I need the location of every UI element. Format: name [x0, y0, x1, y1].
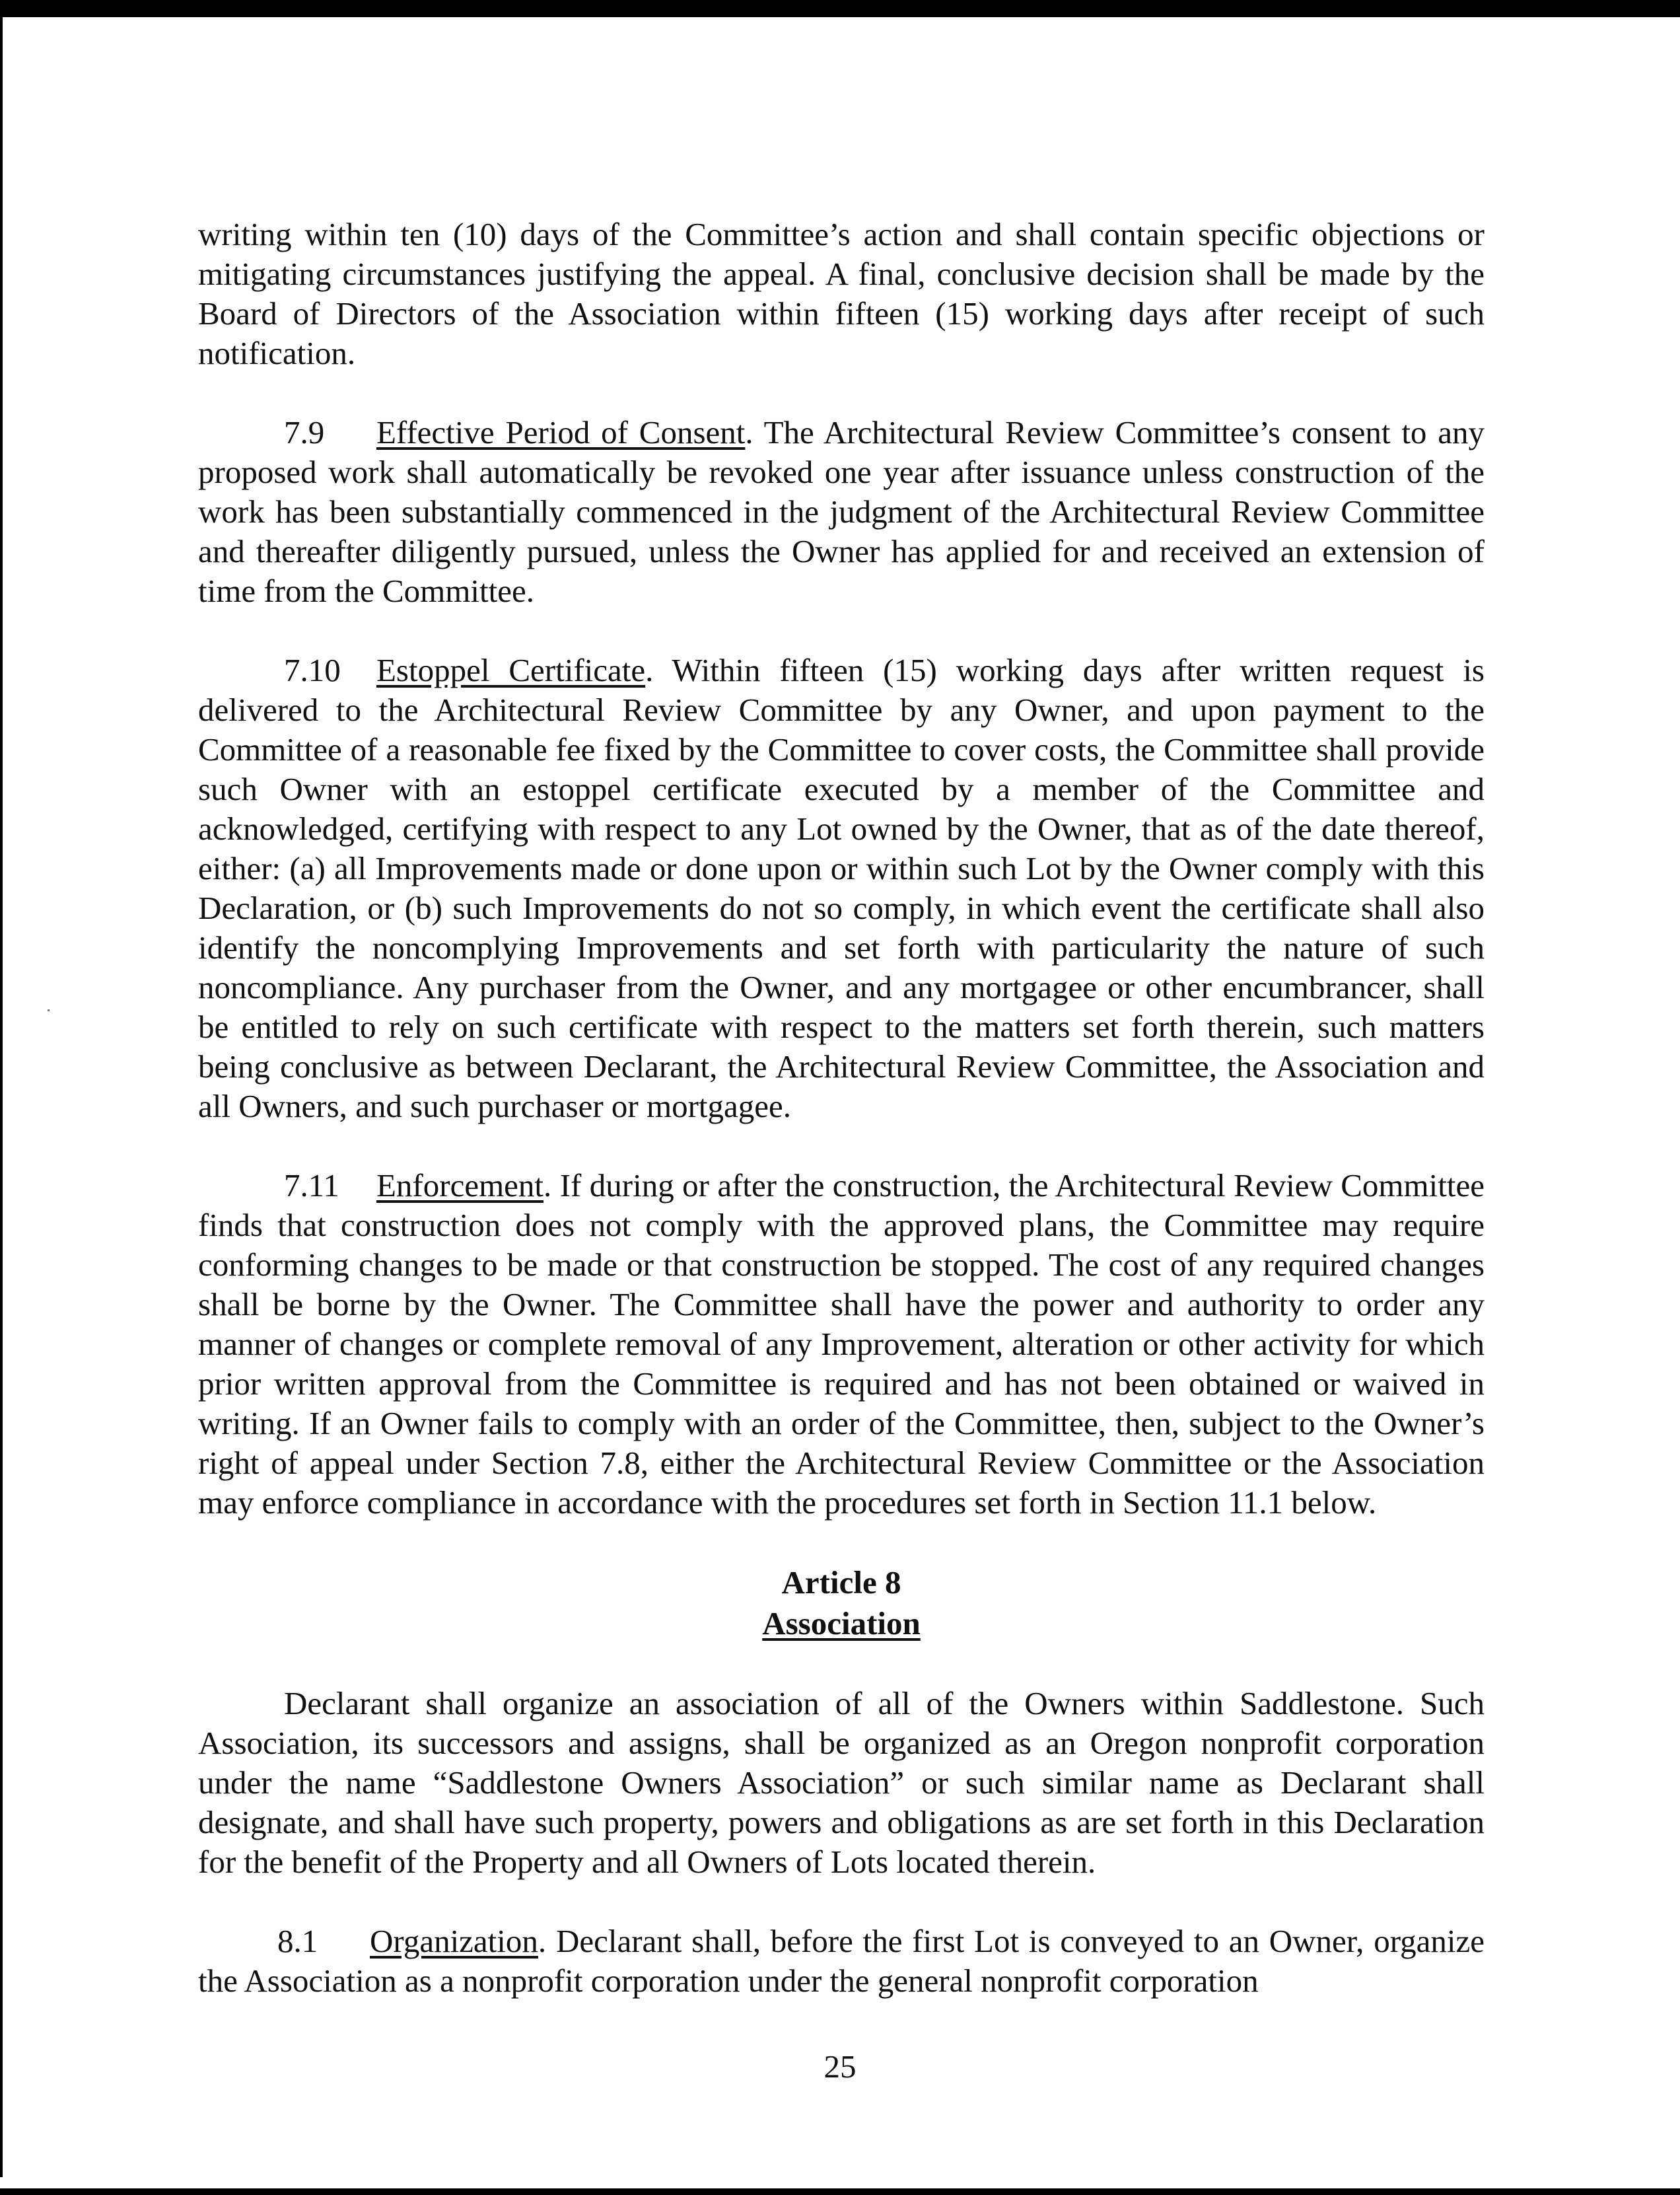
page-number: 25 [823, 2048, 857, 2085]
article-heading [198, 1562, 1485, 1644]
article-intro-paragraph: Declarant shall organize an association of all of the Owners within Saddlestone. Such Association, its successors and assigns, shall be organized as an Oregon nonprofit corporation under the name “Saddlestone Owners Association” or such similar name as Declarant shall designate, and shall have such property, powers and obligations as are set forth in this Declaration for the benefit of the Property and all Owners of Lots located therein. [198, 1685, 1485, 1880]
scan-speck [48, 1009, 50, 1011]
section-body: . Declarant shall, before the first Lot is conveyed to an Owner, organize the Association as a nonprofit corporation under the general nonprofit corporation [198, 1923, 1485, 1999]
section-number: 7.9 [284, 414, 325, 450]
section-number: 7.11 [284, 1167, 339, 1204]
section-7-11 [198, 1166, 1485, 1523]
section-7-9 [198, 413, 1485, 611]
intro-paragraph: writing within ten (10) days of the Committee’s action and shall contain specific objections or mitigating circumstances justifying the appeal. A final, conclusive decision shall be made by the Board of Directors of the Association within fifteen (15) working days after receipt of such notification. [198, 216, 1485, 371]
scan-border-top [0, 0, 1680, 17]
section-7-10 [198, 651, 1485, 1126]
document-page [198, 215, 1485, 2040]
section-body: . The Architectural Review Committee’s consent to any proposed work shall automatically be revoked one year after issuance unless construction of the work has been substantially commenced in the judgment of the Architectural Review Committee and thereafter diligently pursued, unless the Owner has applied for and received an extension of time from the Committee. [198, 414, 1485, 609]
section-number: 8.1 [277, 1923, 318, 1959]
section-8-1 [198, 1922, 1485, 2001]
section-heading: Effective Period of Consent [376, 414, 746, 450]
section-heading: Organization [370, 1923, 538, 1959]
article-title: Article 8 [781, 1564, 901, 1601]
scan-border-left [0, 17, 3, 2177]
section-body: . Within fifteen (15) working days after written request is delivered to the Architectural Review Committee by any Owner, and upon payment to the Committee of a reasonable fee fixed by the Committee to cover costs, the Committee shall provide such Owner with an estoppel certificate executed by a member of the Committee and acknowledged, certifying with respect to any Lot owned by the Owner, that as of the date thereof, either: (a) all Improvements made or done upon or within such Lot by the Owner comply with this Declaration, or (b) such Improvements do not so comply, in which event the certificate shall also identify the noncomplying Improvements and set forth with particularity the nature of such noncompliance. Any purchaser from the Owner, and any mortgagee or other encumbrancer, shall be entitled to rely on such certificate with respect to the matters set forth therein, such matters being conclusive as between Declarant, the Architectural Review Committee, the Association and all Owners, and such purchaser or mortgagee. [198, 652, 1485, 1124]
section-heading: Estoppel Certificate [376, 652, 646, 688]
section-number: 7.10 [284, 652, 341, 688]
article-subtitle: Association [762, 1605, 921, 1641]
section-body: . If during or after the construction, the Architectural Review Committee finds that construction does not comply with the approved plans, the Committee may require conforming changes to be made or that construction be stopped. The cost of any required changes shall be borne by the Owner. The Committee shall have the power and authority to order any manner of changes or complete removal of any Improvement, alteration or other activity for which prior written approval from the Committee is required and has not been obtained or waived in writing. If an Owner fails to comply with an order of the Committee, then, subject to the Owner’s right of appeal under Section 7.8, either the Architectural Review Committee or the Association may enforce compliance in accordance with the procedures set forth in Section 11.1 below. [198, 1167, 1485, 1521]
scan-border-bottom [0, 2188, 1680, 2195]
section-heading: Enforcement [376, 1167, 544, 1204]
